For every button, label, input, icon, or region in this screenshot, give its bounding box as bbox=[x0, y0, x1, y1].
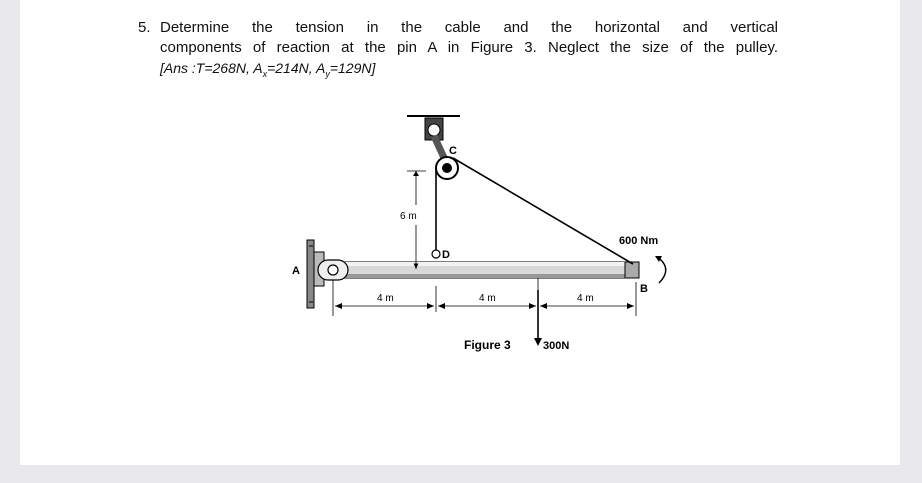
label-a: A bbox=[292, 265, 300, 277]
dimension-6m bbox=[400, 171, 426, 269]
label-b: B bbox=[640, 283, 648, 295]
label-300n: 300N bbox=[543, 340, 570, 352]
beam bbox=[332, 262, 638, 278]
label-6m: 6 m bbox=[400, 211, 417, 222]
pulley-c bbox=[436, 157, 458, 179]
label-4m-3: 4 m bbox=[577, 293, 594, 304]
question-number: 5. bbox=[138, 19, 151, 36]
question-line-2: components of reaction at the pin A in Figure 3. Neglect the size of the pulley. bbox=[160, 39, 778, 56]
question-line-1: Determine the tension in the cable and the horizontal and vertical bbox=[160, 19, 778, 36]
dimension-horizontal bbox=[333, 278, 636, 316]
point-d bbox=[432, 250, 440, 258]
label-d: D bbox=[442, 249, 450, 261]
label-4m-2: 4 m bbox=[479, 293, 496, 304]
pin-a bbox=[318, 260, 348, 280]
beam-end-b bbox=[625, 262, 639, 278]
label-600nm: 600 Nm bbox=[619, 235, 659, 247]
figure-caption: Figure 3 bbox=[464, 338, 511, 352]
label-4m-1: 4 m bbox=[377, 293, 394, 304]
answer-line: [Ans :T=268N, $A_x=214N$, $A_y=129N$] bbox=[160, 60, 376, 79]
load-300n bbox=[534, 290, 569, 352]
label-c: C bbox=[449, 145, 457, 157]
cable-diagonal bbox=[453, 158, 633, 264]
